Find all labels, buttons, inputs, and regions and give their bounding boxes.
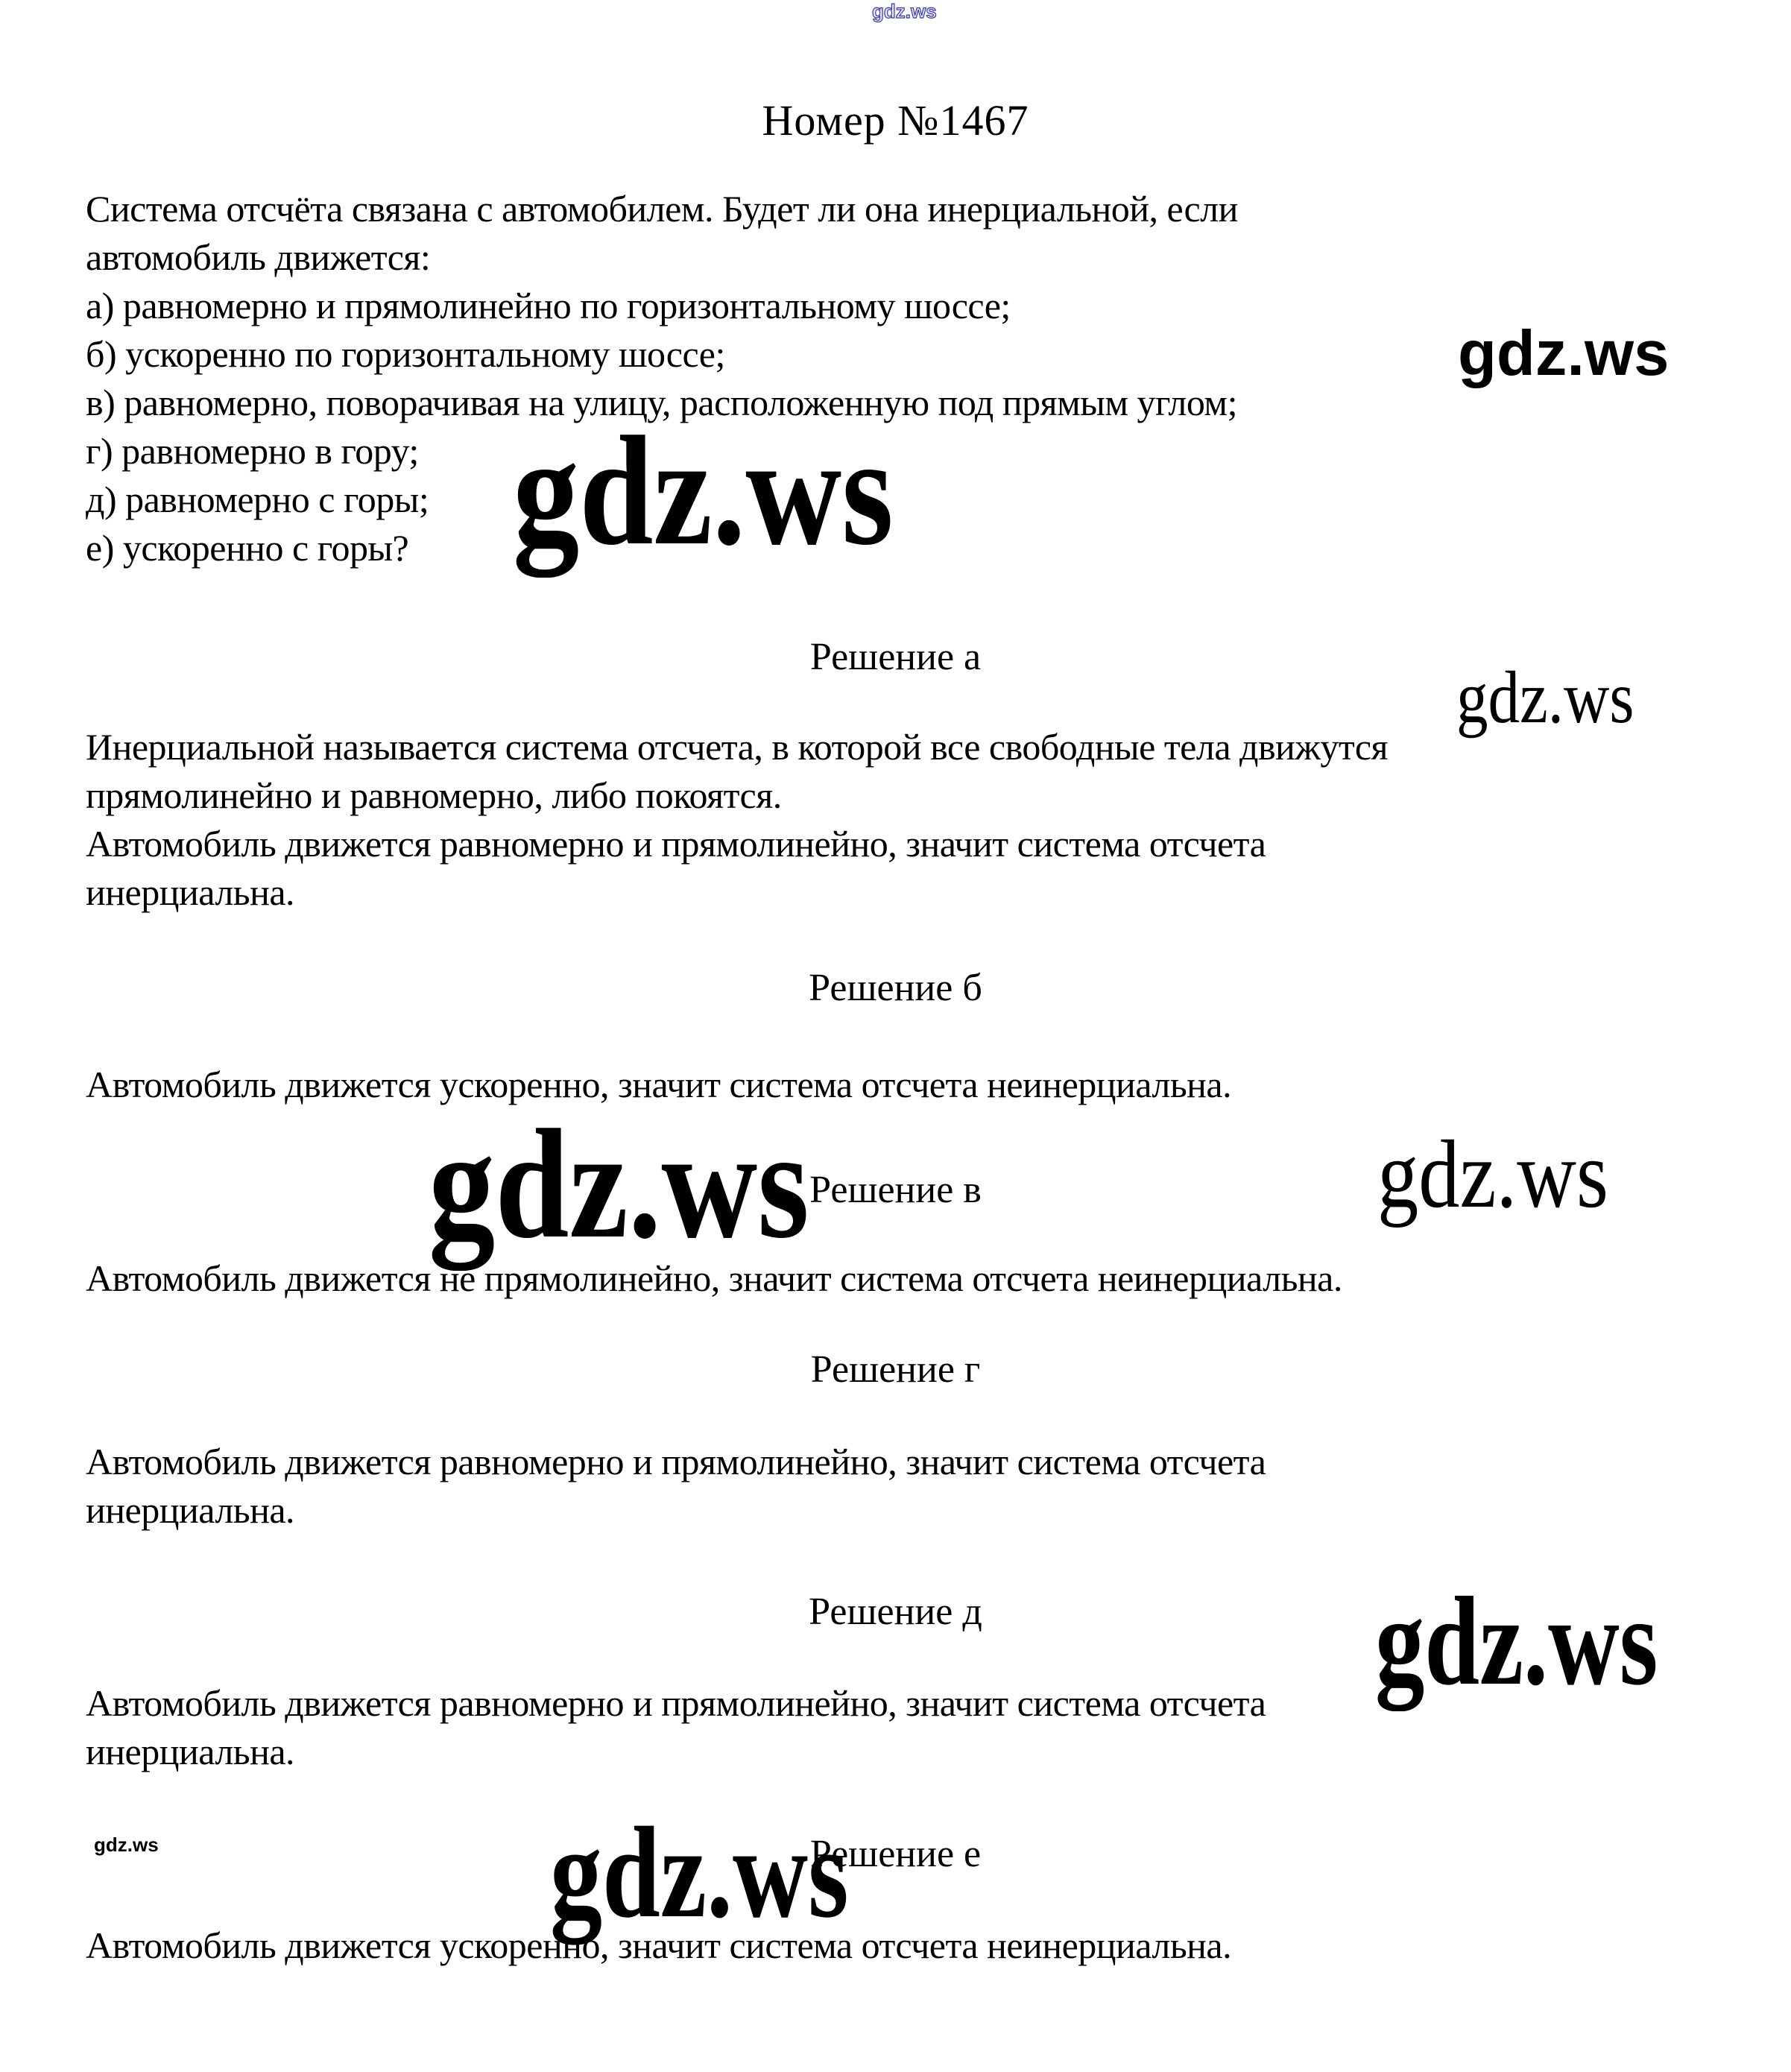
- solution-b-block: [86, 1061, 1746, 1109]
- watermark-gdz-solution-d-right: gdz.ws: [1375, 1571, 1658, 1711]
- section-heading-d: Решение д: [809, 1591, 982, 1633]
- section-heading-e: Решение е: [809, 1833, 982, 1875]
- solution-line: инерциальна.: [86, 1731, 295, 1772]
- solution-line: Инерциальной называется система отсчета, в которой все свободные тела движутся: [86, 726, 1389, 768]
- solution-g-block: [86, 1438, 1746, 1535]
- section-heading-v: Решение в: [809, 1169, 982, 1211]
- question-line: Система отсчёта связана с автомобилем. Будет ли она инерциальной, если: [86, 188, 1238, 230]
- page-title: Номер №1467: [762, 96, 1029, 145]
- solution-line: Автомобиль движется равномерно и прямолинейно, значит система отсчета: [86, 823, 1266, 865]
- solution-line: прямолинейно и равномерно, либо покоятся.: [86, 774, 782, 816]
- section-heading-b: Решение б: [809, 967, 982, 1009]
- question-line: автомобиль движется:: [86, 236, 431, 278]
- solution-d-block: [86, 1679, 1746, 1776]
- watermark-gdz-question-right: gdz.ws: [1458, 318, 1670, 389]
- solution-line: Автомобиль движется равномерно и прямолинейно, значит система отсчета: [86, 1682, 1266, 1724]
- solution-line: инерциальна.: [86, 1489, 295, 1531]
- section-heading-a: Решение а: [809, 636, 982, 678]
- watermark-gdz-solution-v-left-large: gdz.ws: [429, 1098, 809, 1271]
- question-block: [86, 185, 1746, 578]
- question-option-e: е) ускоренно с горы?: [86, 527, 409, 569]
- solution-line: Автомобиль движется ускоренно, значит система отсчета неинерциальна.: [86, 1924, 1232, 1966]
- question-option-d: д) равномерно с горы;: [86, 478, 429, 520]
- solution-e-block: [86, 1921, 1746, 1970]
- watermark-gdz-solution-a-right: gdz.ws: [1456, 656, 1634, 739]
- solution-a-block: [86, 723, 1746, 917]
- question-option-a: а) равномерно и прямолинейно по горизонтальному шоссе;: [86, 285, 1011, 326]
- solution-line: инерциальна.: [86, 871, 295, 913]
- section-heading-g: Решение г: [810, 1348, 981, 1391]
- solution-line: Автомобиль движется равномерно и прямолинейно, значит система отсчета: [86, 1441, 1266, 1482]
- solution-line: Автомобиль движется не прямолинейно, значит система отсчета неинерциальна.: [86, 1257, 1342, 1299]
- watermark-gdz-solution-e-left-small: gdz.ws: [94, 1833, 159, 1856]
- watermark-gdz-solution-e-center-large: gdz.ws: [550, 1800, 849, 1945]
- question-option-b: б) ускоренно по горизонтальному шоссе;: [86, 333, 725, 375]
- watermark-gdz-question-large: gdz.ws: [513, 405, 894, 578]
- question-option-v: в) равномерно, поворачивая на улицу, расположенную под прямым углом;: [86, 382, 1237, 423]
- solution-line: Автомобиль движется ускоренно, значит система отсчета неинерциальна.: [86, 1064, 1232, 1105]
- watermark-gdz-solution-v-right: gdz.ws: [1377, 1121, 1608, 1228]
- watermark-gdz-top-small: gdz.ws: [872, 0, 937, 22]
- question-option-g: г) равномерно в гору;: [86, 430, 419, 472]
- solution-v-block: [86, 1254, 1746, 1303]
